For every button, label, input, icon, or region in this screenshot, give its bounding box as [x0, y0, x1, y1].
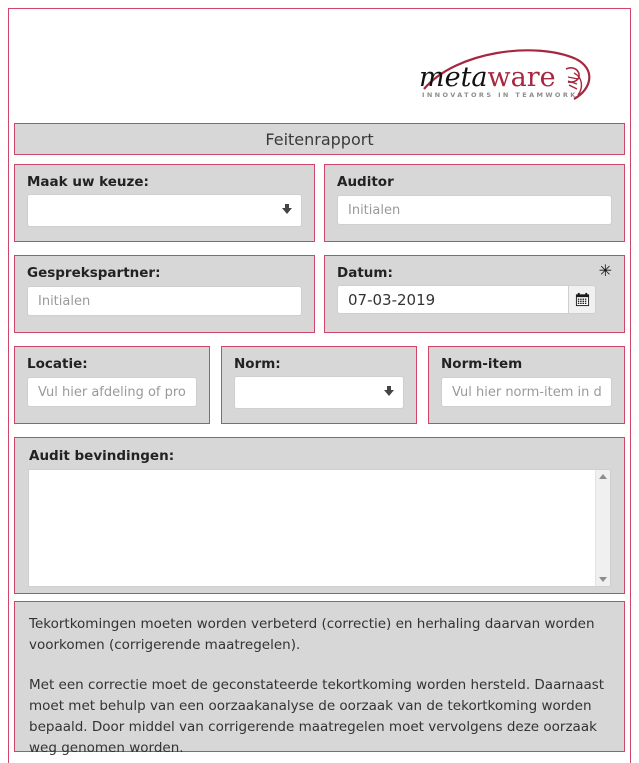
- info-paragraph-1: Tekortkomingen moeten worden verbeterd (correctie) en herhaling daarvan worden voorkomen (corrigerende maatregelen).: [29, 616, 595, 653]
- datum-input[interactable]: [337, 285, 568, 314]
- norm-item-input[interactable]: [441, 377, 612, 407]
- field-group-gesprekspartner: [14, 255, 315, 333]
- locatie-input[interactable]: [27, 377, 197, 407]
- logo-wordmark: [419, 62, 556, 93]
- field-group-auditor: [324, 164, 625, 242]
- bevindingen-textarea-wrapper: [28, 469, 611, 587]
- field-group-bevindingen: [14, 437, 625, 594]
- logo-tagline: INNOVATORS IN TEAMWORK: [422, 91, 578, 99]
- field-group-norm-item: [428, 346, 625, 424]
- scroll-down-arrow-icon[interactable]: [599, 577, 607, 582]
- bevindingen-scrollbar[interactable]: [595, 470, 610, 586]
- metaware-logo: [416, 47, 606, 107]
- page-title: Feitenrapport: [265, 129, 374, 149]
- locatie-label: Locatie:: [27, 356, 88, 372]
- datum-field-wrapper: [337, 285, 596, 314]
- logo-ware-text: ware: [487, 62, 556, 93]
- field-group-datum: [324, 255, 625, 333]
- calendar-icon: [575, 292, 590, 307]
- keuze-select[interactable]: [27, 194, 302, 227]
- bevindingen-label: Audit bevindingen:: [29, 448, 175, 464]
- norm-select[interactable]: [234, 376, 404, 409]
- auditor-input[interactable]: [337, 195, 612, 225]
- bevindingen-textarea[interactable]: [29, 470, 595, 586]
- page-header: [9, 9, 630, 117]
- field-group-locatie: [14, 346, 210, 424]
- scroll-up-arrow-icon[interactable]: [599, 474, 607, 479]
- required-asterisk-icon: ✳: [598, 261, 612, 280]
- auditor-label: Auditor: [337, 174, 394, 190]
- datum-label: Datum:: [337, 265, 393, 281]
- keuze-label: Maak uw keuze:: [27, 174, 149, 190]
- datepicker-button[interactable]: [568, 285, 596, 314]
- chevron-down-icon: [282, 208, 292, 214]
- norm-label: Norm:: [234, 356, 281, 372]
- gesprekspartner-label: Gesprekspartner:: [27, 265, 161, 281]
- info-panel: [14, 601, 625, 756]
- logo-meta-text: meta: [419, 62, 488, 93]
- field-group-norm: [221, 346, 417, 424]
- info-paragraph-2: Met een correctie moet de geconstateerde tekortkoming worden hersteld. Daarnaast moet met behulp van een oorzaakanalyse de oorzaak van de tekortkoming worden bepaald. Door middel van corrigerende maatregelen moet vervolgens deze oorzaak weg genomen worden.: [29, 677, 605, 756]
- gesprekspartner-input[interactable]: [27, 286, 302, 316]
- norm-item-label: Norm-item: [441, 356, 523, 372]
- field-group-keuze: [14, 164, 315, 242]
- page-title-bar: [14, 123, 625, 155]
- chevron-down-icon: [384, 390, 394, 396]
